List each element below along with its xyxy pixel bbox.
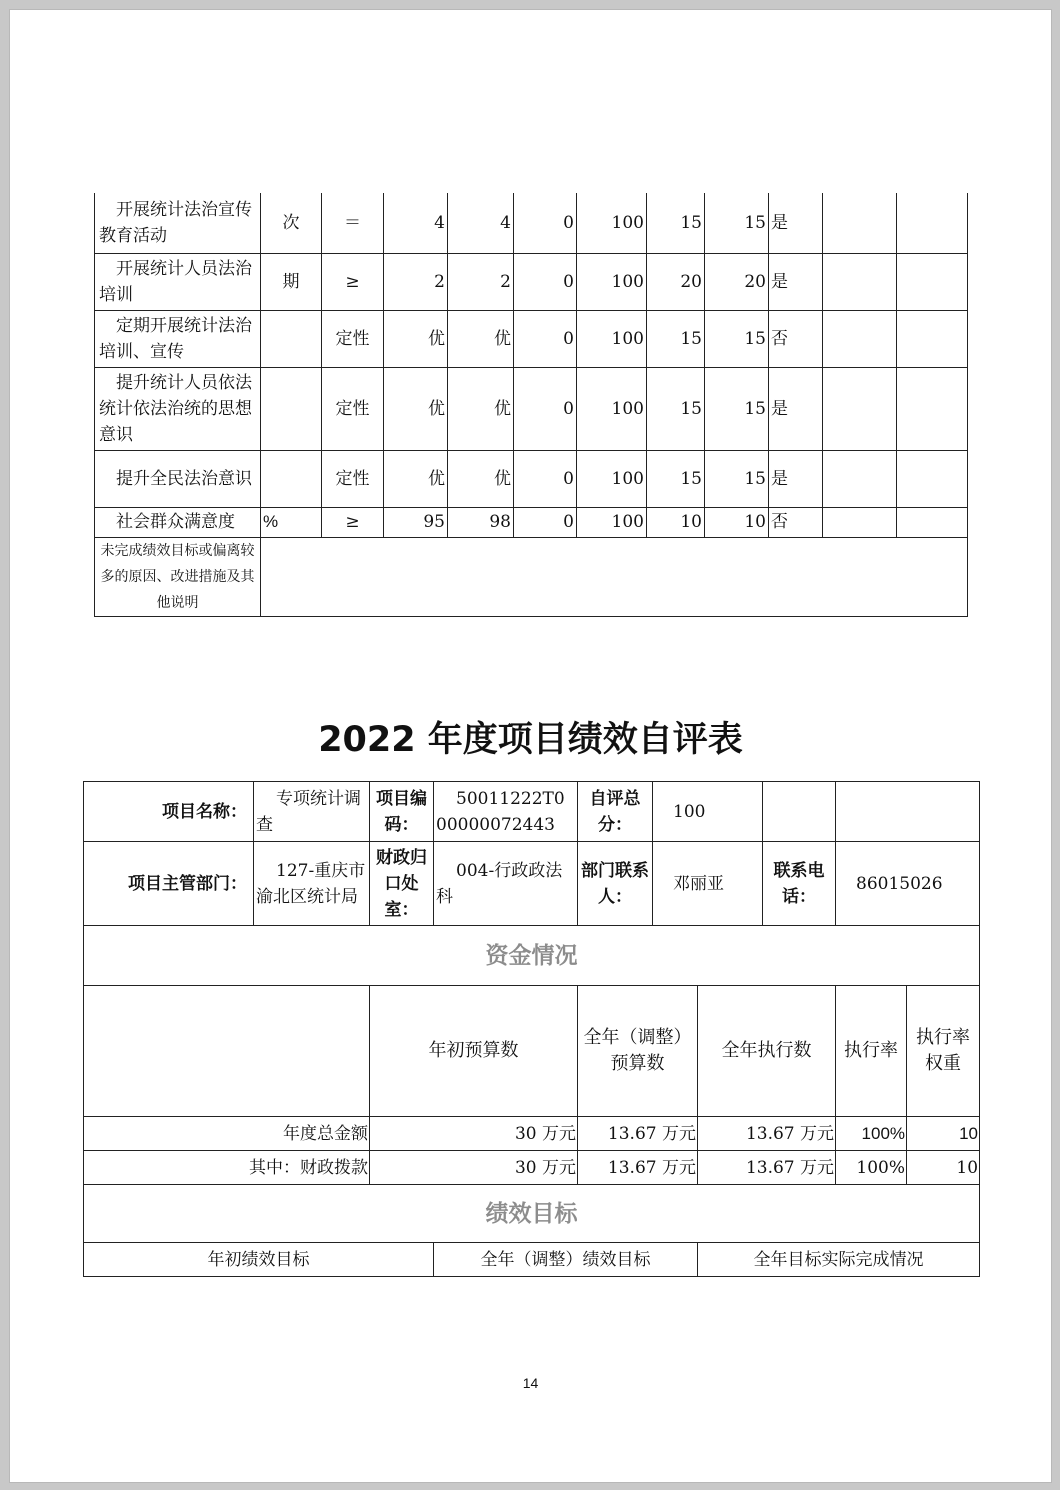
dept-value: 127-重庆市渝北区统计局 — [254, 842, 370, 926]
indicator-actual: 98 — [448, 507, 514, 537]
indicator-weight: 15 — [647, 367, 705, 450]
empty-cell — [897, 253, 968, 310]
empty-cell — [823, 193, 897, 253]
empty-cell — [823, 310, 897, 367]
indicator-score: 15 — [705, 367, 769, 450]
indicator-deviation: 0 — [514, 367, 577, 450]
indicator-operator: ≥ — [322, 253, 384, 310]
indicator-flag: 是 — [769, 367, 823, 450]
funds-executed: 13.67 万元 — [698, 1117, 836, 1151]
indicator-row — [95, 310, 968, 367]
indicator-row — [95, 253, 968, 310]
indicator-actual: 优 — [448, 310, 514, 367]
indicator-weight: 10 — [647, 507, 705, 537]
funds-row-label: 年度总金额 — [84, 1117, 370, 1151]
empty-cell — [897, 310, 968, 367]
phone-value: 86015026 — [836, 842, 980, 926]
indicator-score: 10 — [705, 507, 769, 537]
indicator-rate: 100 — [577, 253, 647, 310]
indicator-name: 提升统计人员依法统计依法治统的思想意识 — [95, 367, 261, 450]
goals-section-heading: 绩效目标 — [84, 1185, 980, 1243]
page-number: 14 — [522, 1375, 539, 1391]
funds-row — [84, 1117, 980, 1151]
indicator-unit: 次 — [261, 193, 322, 253]
funds-header-adjusted: 全年（调整）预算数 — [578, 986, 698, 1117]
indicator-rate: 100 — [577, 367, 647, 450]
dept-label: 项目主管部门： — [84, 842, 254, 926]
goals-header-initial: 年初绩效目标 — [84, 1243, 434, 1277]
indicator-weight: 15 — [647, 310, 705, 367]
indicator-deviation: 0 — [514, 310, 577, 367]
empty-cell — [897, 367, 968, 450]
indicator-name: 提升全民法治意识 — [95, 450, 261, 507]
note-value — [261, 537, 968, 616]
funds-adjusted: 13.67 万元 — [578, 1151, 698, 1185]
indicator-flag: 是 — [769, 193, 823, 253]
project-name-label: 项目名称： — [84, 782, 254, 842]
funds-header-weight: 执行率权重 — [907, 986, 980, 1117]
funds-weight: 10 — [907, 1151, 980, 1185]
empty-cell — [897, 193, 968, 253]
indicator-row — [95, 367, 968, 450]
funds-executed: 13.67 万元 — [698, 1151, 836, 1185]
indicator-rate: 100 — [577, 193, 647, 253]
funds-header-rate: 执行率 — [836, 986, 907, 1117]
contact-value: 邓丽亚 — [653, 842, 763, 926]
indicator-actual: 2 — [448, 253, 514, 310]
indicator-score: 15 — [705, 310, 769, 367]
indicator-operator: 定性 — [322, 367, 384, 450]
empty-cell — [823, 507, 897, 537]
finance-value: 004-行政政法科 — [434, 842, 578, 926]
indicator-unit — [261, 367, 322, 450]
indicator-target: 2 — [384, 253, 448, 310]
indicator-score: 15 — [705, 450, 769, 507]
self-score-value: 100 — [653, 782, 763, 842]
indicator-deviation: 0 — [514, 450, 577, 507]
funds-header-executed: 全年执行数 — [698, 986, 836, 1117]
indicator-operator: 定性 — [322, 450, 384, 507]
indicator-flag: 否 — [769, 310, 823, 367]
funds-row-label: 其中：财政拨款 — [84, 1151, 370, 1185]
indicator-actual: 优 — [448, 450, 514, 507]
funds-section-heading: 资金情况 — [84, 926, 980, 986]
indicator-weight: 20 — [647, 253, 705, 310]
indicator-name: 社会群众满意度 — [95, 507, 261, 537]
phone-label: 联系电话： — [763, 842, 836, 926]
goals-section-row — [84, 1185, 980, 1243]
indicator-target: 优 — [384, 310, 448, 367]
indicator-flag: 否 — [769, 507, 823, 537]
info-row-1 — [84, 782, 980, 842]
funds-header-row — [84, 986, 980, 1117]
indicator-target: 优 — [384, 367, 448, 450]
project-code-label: 项目编码： — [370, 782, 434, 842]
indicator-operator: ≥ — [322, 507, 384, 537]
funds-rate: 100% — [836, 1151, 907, 1185]
indicator-flag: 是 — [769, 450, 823, 507]
indicator-name: 定期开展统计法治培训、宣传 — [95, 310, 261, 367]
goals-header-row — [84, 1243, 980, 1277]
project-name-value: 专项统计调查 — [254, 782, 370, 842]
indicator-row — [95, 193, 968, 253]
empty-cell — [823, 253, 897, 310]
page-title: 2022 年度项目绩效自评表 — [318, 720, 743, 760]
project-code-value: 50011222T000000072443 — [434, 782, 578, 842]
funds-row — [84, 1151, 980, 1185]
indicator-score: 15 — [705, 193, 769, 253]
indicator-actual: 4 — [448, 193, 514, 253]
note-row — [95, 537, 968, 616]
empty-cell — [897, 450, 968, 507]
note-label: 未完成绩效目标或偏离较多的原因、改进措施及其他说明 — [95, 537, 261, 616]
indicator-table — [94, 193, 968, 617]
empty-cell — [763, 782, 836, 842]
indicator-operator: 定性 — [322, 310, 384, 367]
indicator-target: 优 — [384, 450, 448, 507]
indicator-row — [95, 507, 968, 537]
empty-cell — [84, 986, 370, 1117]
contact-label: 部门联系人： — [578, 842, 653, 926]
indicator-rate: 100 — [577, 507, 647, 537]
indicator-score: 20 — [705, 253, 769, 310]
indicator-flag: 是 — [769, 253, 823, 310]
indicator-rate: 100 — [577, 310, 647, 367]
funds-budget: 30 万元 — [370, 1151, 578, 1185]
indicator-name: 开展统计法治宣传教育活动 — [95, 193, 261, 253]
indicator-actual: 优 — [448, 367, 514, 450]
empty-cell — [836, 782, 980, 842]
self-evaluation-table — [83, 781, 980, 1277]
finance-label: 财政归口处室： — [370, 842, 434, 926]
indicator-unit: 期 — [261, 253, 322, 310]
indicator-rate: 100 — [577, 450, 647, 507]
indicator-unit: % — [261, 507, 322, 537]
indicator-target: 4 — [384, 193, 448, 253]
indicator-row — [95, 450, 968, 507]
indicator-unit — [261, 450, 322, 507]
indicator-name: 开展统计人员法治培训 — [95, 253, 261, 310]
indicator-target: 95 — [384, 507, 448, 537]
funds-header-budget: 年初预算数 — [370, 986, 578, 1117]
funds-budget: 30 万元 — [370, 1117, 578, 1151]
info-row-2 — [84, 842, 980, 926]
funds-section-row — [84, 926, 980, 986]
document-page — [9, 9, 1052, 1483]
goals-header-actual: 全年目标实际完成情况 — [698, 1243, 980, 1277]
empty-cell — [897, 507, 968, 537]
indicator-deviation: 0 — [514, 507, 577, 537]
indicator-operator: ＝ — [322, 193, 384, 253]
indicator-deviation: 0 — [514, 193, 577, 253]
indicator-weight: 15 — [647, 450, 705, 507]
self-score-label: 自评总分： — [578, 782, 653, 842]
goals-header-adjusted: 全年（调整）绩效目标 — [434, 1243, 698, 1277]
indicator-unit — [261, 310, 322, 367]
empty-cell — [823, 450, 897, 507]
indicator-weight: 15 — [647, 193, 705, 253]
indicator-deviation: 0 — [514, 253, 577, 310]
funds-rate: 100% — [836, 1117, 907, 1151]
empty-cell — [823, 367, 897, 450]
funds-adjusted: 13.67 万元 — [578, 1117, 698, 1151]
funds-weight: 10 — [907, 1117, 980, 1151]
